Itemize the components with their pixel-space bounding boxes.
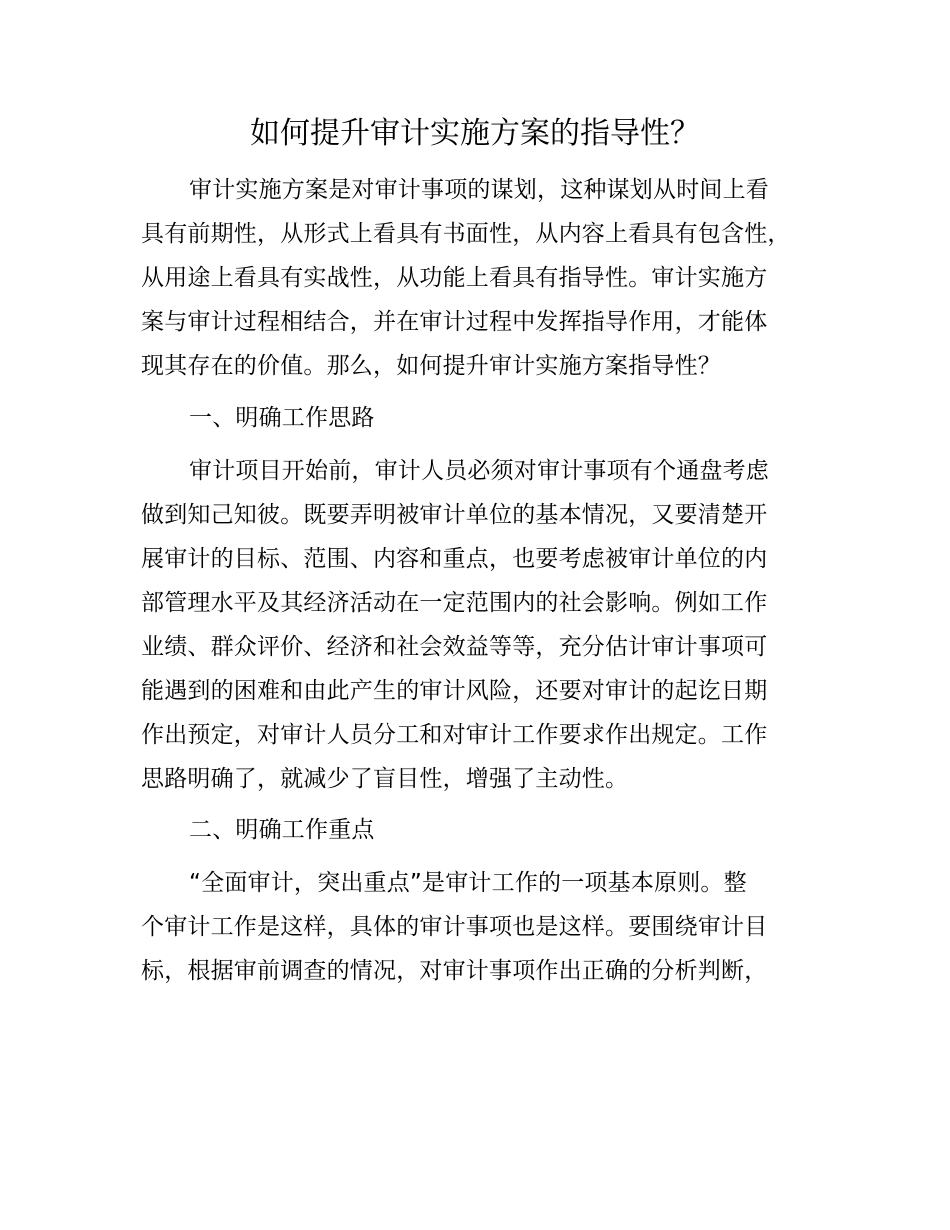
document-title: 如何提升审计实施方案的指导性？ — [250, 116, 700, 151]
paragraph-line: 案与审计过程相结合，并在审计过程中发挥指导作用，才能体 — [141, 309, 768, 335]
paragraph-line: 作出预定，对审计人员分工和对审计工作要求作出规定。工作 — [141, 722, 768, 748]
paragraph-line: “全面审计，突出重点”是审计工作的一项基本原则。整 — [189, 870, 747, 896]
paragraph-line: 标，根据审前调查的情况，对审计事项作出正确的分析判断， — [141, 958, 768, 984]
paragraph-line: 具有前期性，从形式上看具有书面性，从内容上看具有包含性， — [141, 221, 791, 247]
section-heading-2: 二、明确工作重点 — [189, 817, 375, 843]
paragraph-line: 个审计工作是这样，具体的审计事项也是这样。要围绕审计目 — [141, 914, 768, 940]
paragraph-line: 审计项目开始前，审计人员必须对审计事项有个通盘考虑 — [189, 458, 769, 484]
section-heading-1: 一、明确工作思路 — [189, 405, 375, 431]
paragraph-line: 思路明确了，就减少了盲目性，增强了主动性。 — [141, 766, 629, 792]
paragraph-line: 展审计的目标、范围、内容和重点，也要考虑被审计单位的内 — [141, 546, 768, 572]
paragraph-line: 从用途上看具有实战性，从功能上看具有指导性。审计实施方 — [141, 265, 768, 291]
paragraph-line: 部管理水平及其经济活动在一定范围内的社会影响。例如工作 — [141, 590, 768, 616]
paragraph-line: 业绩、群众评价、经济和社会效益等等，充分估计审计事项可 — [141, 634, 768, 660]
paragraph-line: 现其存在的价值。那么，如何提升审计实施方案指导性？ — [141, 353, 721, 379]
paragraph-line: 做到知己知彼。既要弄明被审计单位的基本情况，又要清楚开 — [141, 502, 768, 528]
paragraph-line: 审计实施方案是对审计事项的谋划，这种谋划从时间上看 — [189, 177, 769, 203]
paragraph-line: 能遇到的困难和由此产生的审计风险，还要对审计的起讫日期 — [141, 678, 768, 704]
